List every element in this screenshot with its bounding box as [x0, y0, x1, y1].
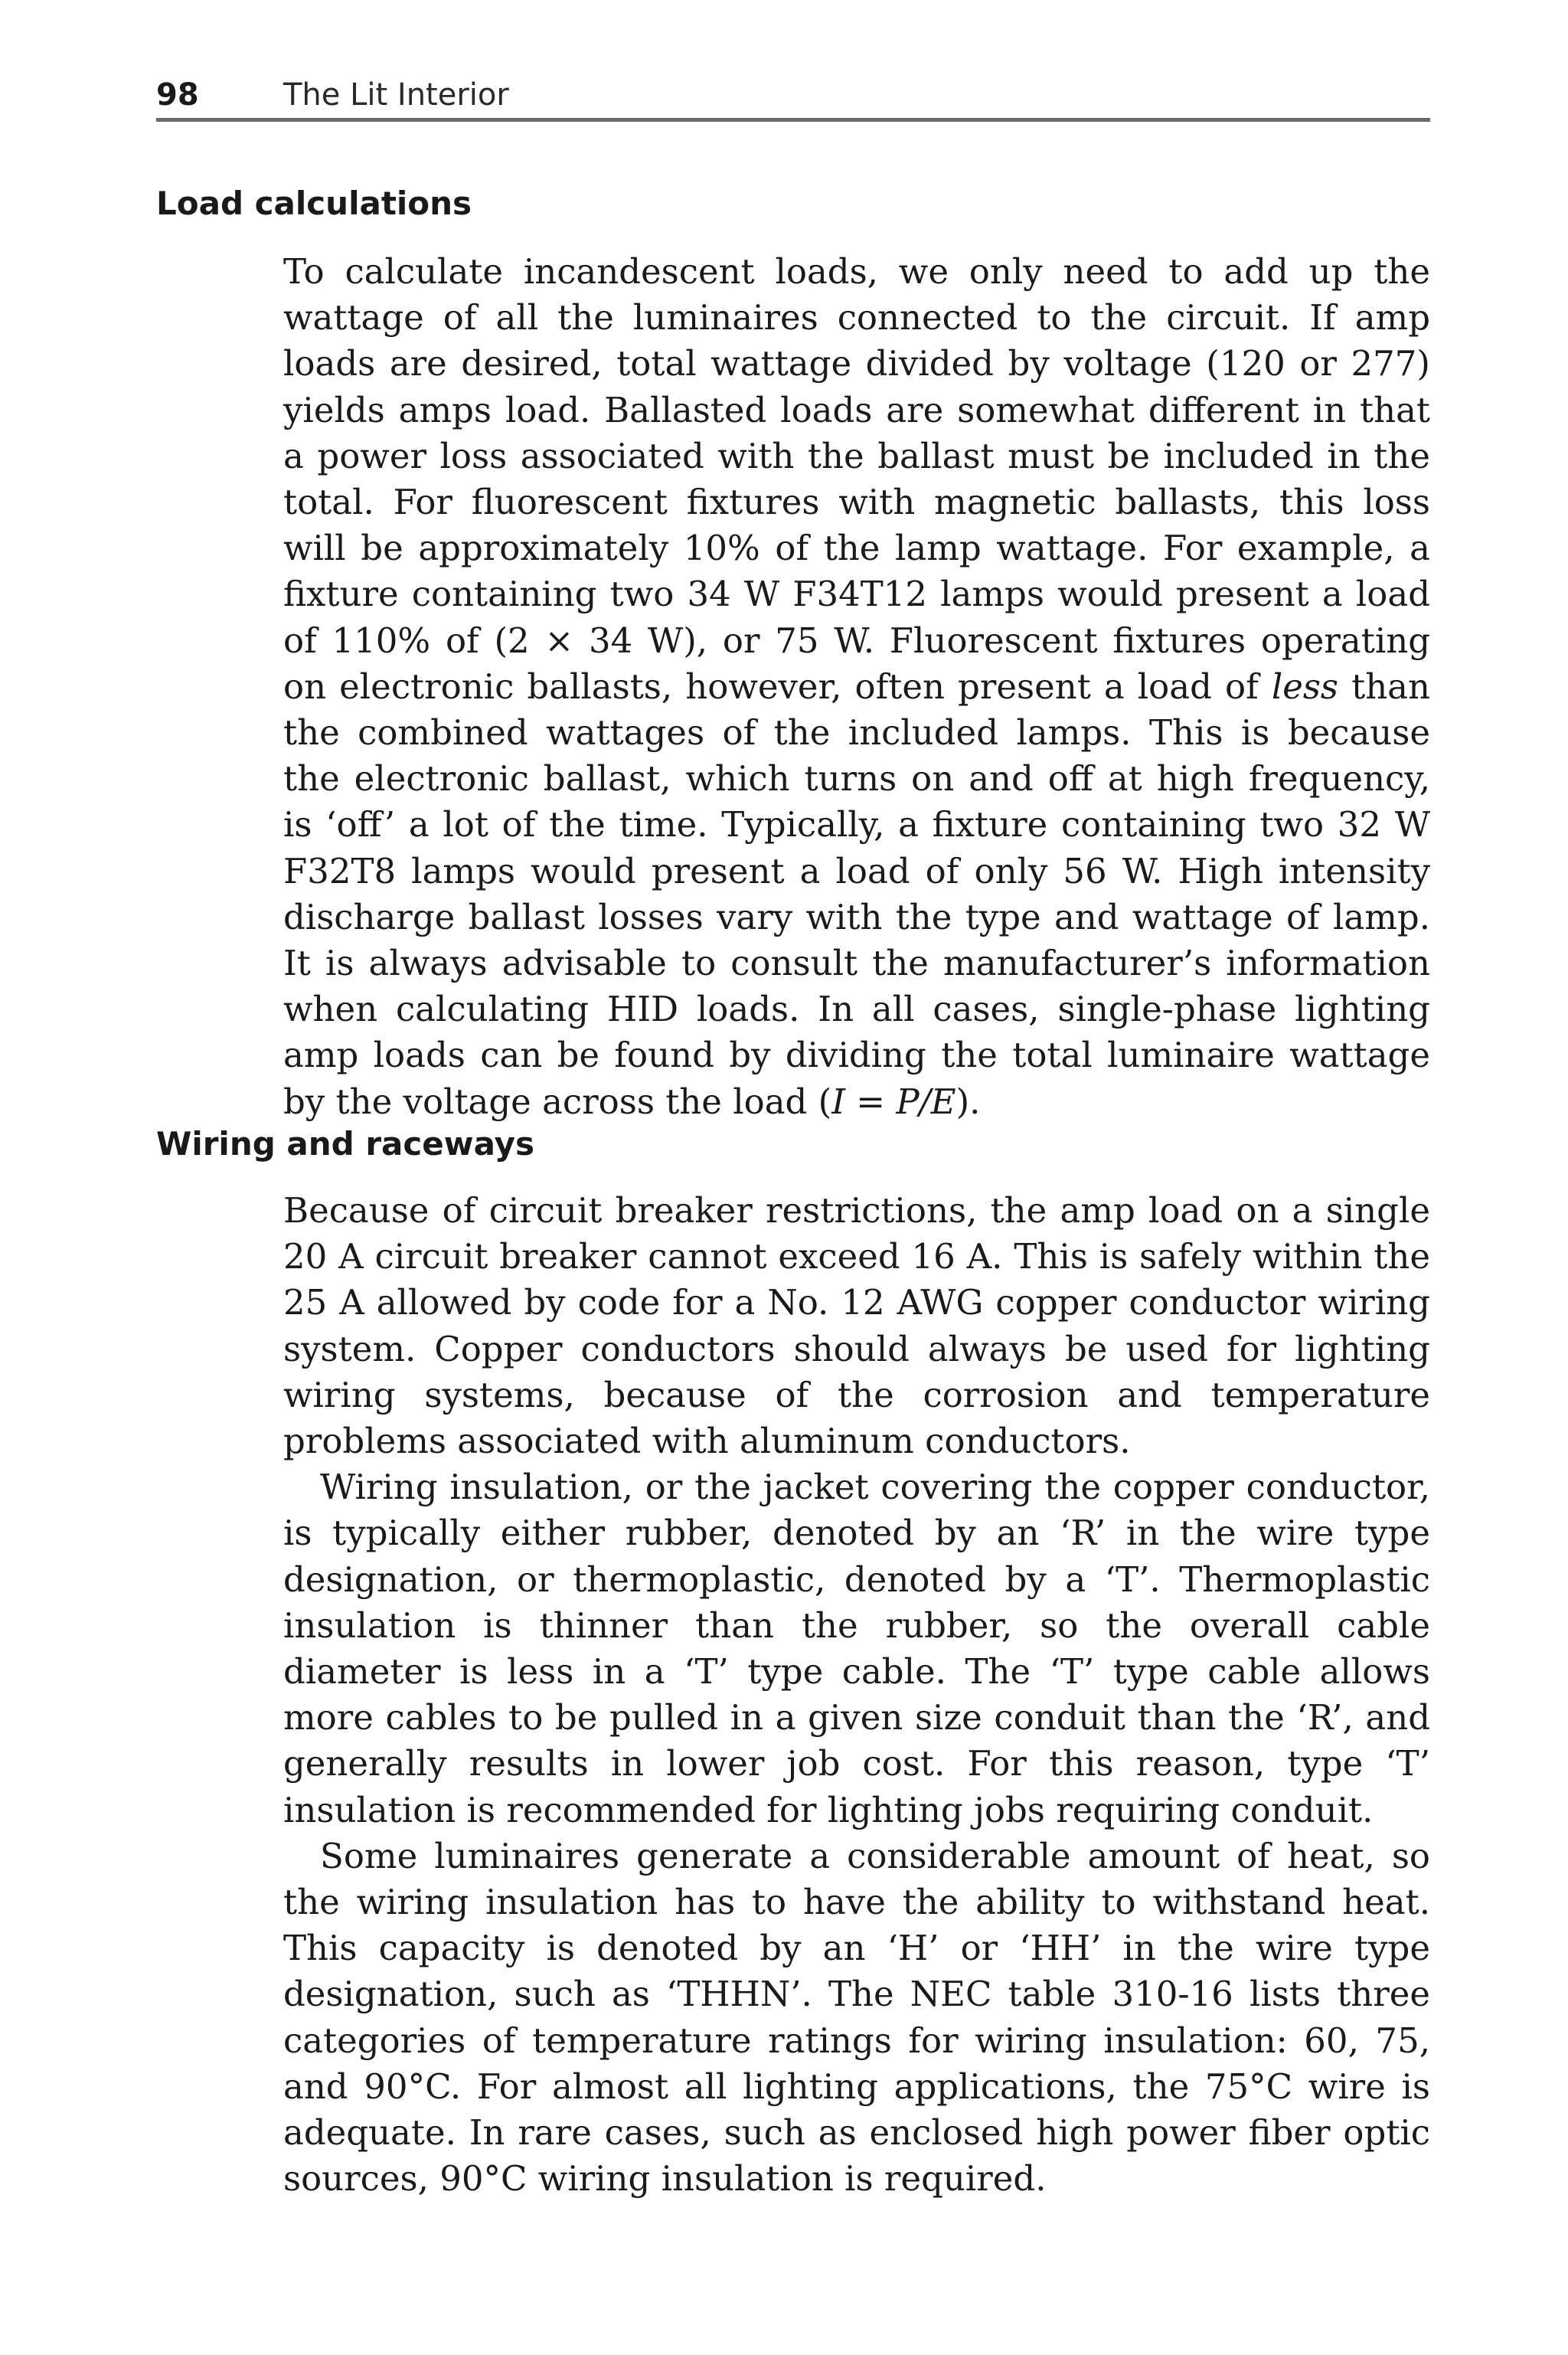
page-number: 98	[156, 77, 199, 113]
text-run: ).	[956, 1081, 981, 1122]
paragraph: Because of circuit breaker restrictions, the amp load on a single 20 A circuit breaker cannot exceed 16 A. This is safely within the 25 A allowed by code for a No. 12 AWG copper conductor wiring system. Copper conductors should always be used for lighting wiring systems, because of the corrosion and temperature problems associated with aluminum conductors.	[283, 1190, 1430, 1462]
formula-equals: =	[844, 1081, 897, 1122]
paragraph	[283, 249, 1430, 1125]
section-body-load-calculations	[283, 249, 1430, 1125]
formula-current-symbol: I	[831, 1081, 845, 1122]
running-title: The Lit Interior	[283, 77, 509, 113]
emphasis-less: less	[1271, 666, 1339, 707]
header-rule	[156, 118, 1430, 122]
text-run: than the combined wattages of the included lamps. This is because the electronic ballast, which turns on and off at high frequency, is ‘off’ a lot of the time. Typically, a fixture containing two 32 W F32T8 lamps would present a load of only 56 W. High intensity discharge ballast losses vary with the type and wattage of lamp. It is always advisable to consult the manufacturer’s information when calculating HID loads. In all cases, single-phase lighting amp loads can be found by dividing the total luminaire wattage by the voltage across the load (	[283, 666, 1430, 1122]
section-body-wiring-and-raceways	[283, 1188, 1430, 2202]
paragraph: Some luminaires generate a considerable amount of heat, so the wiring insulation has to have the ability to withstand heat. This capacity is denoted by an ‘H’ or ‘HH’ in the wire type designation, such as ‘THHN’. The NEC table 310-16 lists three categories of temperature ratings for wiring insulation: 60, 75, and 90°C. For almost all lighting applications, the 75°C wire is adequate. In rare cases, such as enclosed high power fiber optic sources, 90°C wiring insulation is required.	[283, 1835, 1430, 2200]
section-heading-wiring-and-raceways: Wiring and raceways	[156, 1125, 535, 1163]
text-run: To calculate incandescent loads, we only need to add up the wattage of all the luminaires connected to the circuit. If amp loads are desired, total wattage divided by voltage (120 or 277) yields amps load. Ballasted loads are somewhat different in that a power loss associated with the ballast must be included in the total. For fluorescent fixtures with magnetic ballasts, this loss will be approximately 10% of the lamp wattage. For example, a fixture containing two 34 W F34T12 lamps would present a load of 110% of (2 × 34 W), or 75 W. Fluorescent fixtures operating on electronic ballasts, however, often present a load of	[283, 251, 1430, 707]
paragraph: Wiring insulation, or the jacket covering the copper conductor, is typically either rubber, denoted by an ‘R’ in the wire type designation, or thermoplastic, denoted by a ‘T’. Thermoplastic insulation is thinner than the rubber, so the overall cable diameter is less in a ‘T’ type cable. The ‘T’ type cable allows more cables to be pulled in a given size conduit than the ‘R’, and generally results in lower job cost. For this reason, type ‘T’ insulation is recommended for lighting jobs requiring conduit.	[283, 1467, 1430, 1830]
running-head	[156, 74, 1430, 119]
section-heading-load-calculations: Load calculations	[156, 185, 472, 222]
formula-power-over-voltage: P/E	[896, 1081, 956, 1122]
